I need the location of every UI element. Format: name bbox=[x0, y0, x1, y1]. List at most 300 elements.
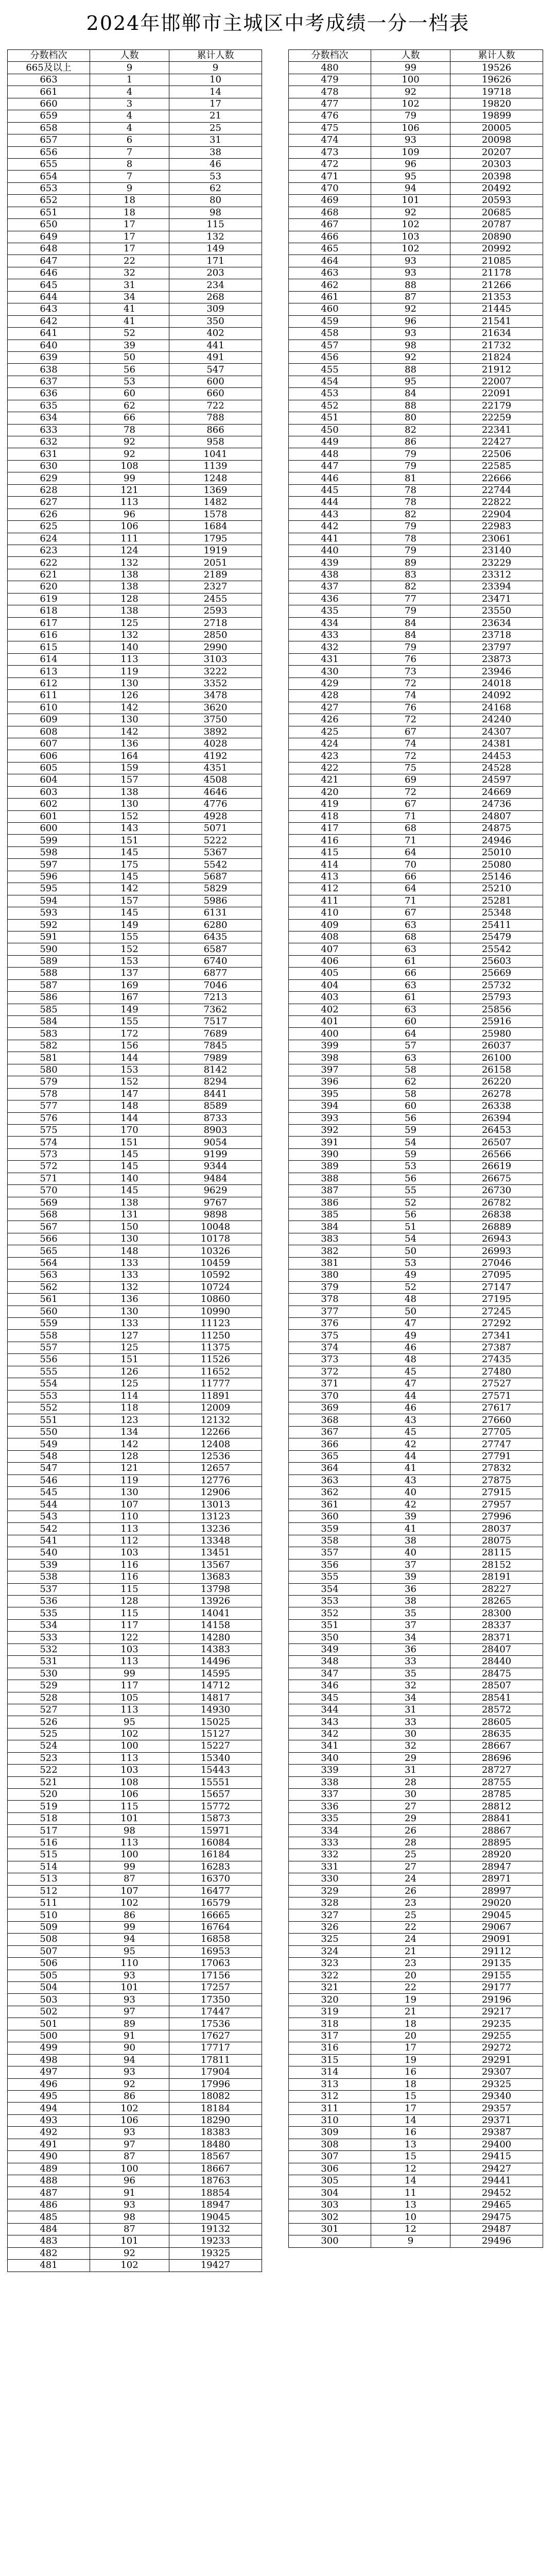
cumulative-cell: 11526 bbox=[169, 1354, 262, 1366]
table-row bbox=[8, 1982, 262, 1994]
score-cell: 356 bbox=[289, 1559, 371, 1571]
table-row bbox=[289, 750, 543, 762]
count-cell: 125 bbox=[90, 1342, 169, 1353]
score-cell: 355 bbox=[289, 1571, 371, 1583]
score-cell: 337 bbox=[289, 1789, 371, 1801]
cumulative-cell: 22744 bbox=[450, 484, 543, 496]
table-row bbox=[8, 279, 262, 291]
count-cell: 100 bbox=[90, 1849, 169, 1861]
score-cell: 561 bbox=[8, 1294, 90, 1306]
count-cell: 102 bbox=[371, 243, 450, 255]
cumulative-cell: 25210 bbox=[450, 883, 543, 895]
score-cell: 652 bbox=[8, 195, 90, 207]
cumulative-cell: 29135 bbox=[450, 1958, 543, 1970]
count-cell: 18 bbox=[90, 207, 169, 218]
cumulative-cell: 15657 bbox=[169, 1789, 262, 1801]
table-row bbox=[8, 1378, 262, 1390]
cumulative-cell: 10592 bbox=[169, 1269, 262, 1281]
table-row bbox=[8, 1752, 262, 1764]
cumulative-cell: 29217 bbox=[450, 2006, 543, 2018]
table-row bbox=[289, 883, 543, 895]
cumulative-cell: 22427 bbox=[450, 436, 543, 448]
count-cell: 33 bbox=[371, 1656, 450, 1668]
cumulative-cell: 4508 bbox=[169, 774, 262, 786]
score-cell: 367 bbox=[289, 1426, 371, 1438]
count-cell: 8 bbox=[90, 158, 169, 170]
count-cell: 30 bbox=[371, 1789, 450, 1801]
cumulative-cell: 21178 bbox=[450, 267, 543, 279]
table-row bbox=[289, 472, 543, 484]
table-row bbox=[8, 1994, 262, 2006]
table-row bbox=[8, 1317, 262, 1329]
score-cell: 400 bbox=[289, 1028, 371, 1040]
table-row bbox=[289, 1934, 543, 1945]
table-row bbox=[289, 376, 543, 387]
count-cell: 27 bbox=[371, 1801, 450, 1812]
score-cell: 499 bbox=[8, 2042, 90, 2054]
cumulative-cell: 11123 bbox=[169, 1317, 262, 1329]
count-cell: 103 bbox=[90, 1765, 169, 1776]
count-cell: 53 bbox=[371, 1161, 450, 1173]
cumulative-cell: 29400 bbox=[450, 2139, 543, 2150]
count-cell: 37 bbox=[371, 1559, 450, 1571]
cumulative-cell: 28605 bbox=[450, 1716, 543, 1728]
count-cell: 113 bbox=[90, 1704, 169, 1716]
table-row bbox=[289, 810, 543, 822]
table-row bbox=[289, 630, 543, 641]
count-cell: 60 bbox=[371, 1100, 450, 1112]
count-cell: 18 bbox=[90, 195, 169, 207]
cumulative-cell: 2051 bbox=[169, 557, 262, 569]
score-cell: 533 bbox=[8, 1632, 90, 1643]
table-row bbox=[289, 484, 543, 496]
count-cell: 93 bbox=[371, 328, 450, 340]
cumulative-cell: 29452 bbox=[450, 2187, 543, 2199]
count-cell: 49 bbox=[371, 1269, 450, 1281]
score-cell: 326 bbox=[289, 1921, 371, 1933]
score-cell: 608 bbox=[8, 726, 90, 738]
score-cell: 518 bbox=[8, 1812, 90, 1824]
table-row bbox=[8, 2139, 262, 2150]
table-row bbox=[289, 1161, 543, 1173]
count-cell: 59 bbox=[371, 1148, 450, 1160]
count-cell: 64 bbox=[371, 846, 450, 858]
count-cell: 37 bbox=[371, 1619, 450, 1631]
count-cell: 100 bbox=[371, 74, 450, 86]
table-row bbox=[289, 823, 543, 835]
score-cell: 497 bbox=[8, 2066, 90, 2078]
score-cell: 333 bbox=[289, 1837, 371, 1849]
cumulative-cell: 26782 bbox=[450, 1197, 543, 1209]
cumulative-cell: 22585 bbox=[450, 460, 543, 472]
cumulative-cell: 25793 bbox=[450, 992, 543, 1004]
count-cell: 50 bbox=[371, 1306, 450, 1317]
column-header: 分数档次 bbox=[8, 50, 90, 62]
cumulative-cell: 24018 bbox=[450, 677, 543, 689]
cumulative-cell: 27480 bbox=[450, 1366, 543, 1378]
table-row bbox=[8, 1607, 262, 1619]
cumulative-cell: 28475 bbox=[450, 1668, 543, 1680]
score-cell: 658 bbox=[8, 122, 90, 134]
cumulative-cell: 18947 bbox=[169, 2199, 262, 2211]
count-cell: 39 bbox=[90, 340, 169, 351]
count-cell: 132 bbox=[90, 1281, 169, 1293]
cumulative-cell: 8142 bbox=[169, 1064, 262, 1076]
table-row bbox=[289, 1970, 543, 1981]
score-cell: 546 bbox=[8, 1475, 90, 1486]
table-row bbox=[289, 992, 543, 1004]
score-cell: 484 bbox=[8, 2223, 90, 2235]
cumulative-cell: 23873 bbox=[450, 653, 543, 665]
score-cell: 439 bbox=[289, 557, 371, 569]
cumulative-cell: 28895 bbox=[450, 1837, 543, 1849]
table-row bbox=[289, 738, 543, 750]
cumulative-cell: 24240 bbox=[450, 714, 543, 726]
count-cell: 94 bbox=[90, 1934, 169, 1945]
count-cell: 79 bbox=[371, 545, 450, 556]
cumulative-cell: 19526 bbox=[450, 62, 543, 74]
count-cell: 170 bbox=[90, 1124, 169, 1136]
cumulative-cell: 26619 bbox=[450, 1161, 543, 1173]
count-cell: 88 bbox=[371, 364, 450, 376]
score-cell: 477 bbox=[289, 98, 371, 110]
score-cell: 366 bbox=[289, 1438, 371, 1450]
count-cell: 145 bbox=[90, 871, 169, 883]
count-cell: 68 bbox=[371, 823, 450, 835]
table-row bbox=[8, 1596, 262, 1607]
cumulative-cell: 9 bbox=[169, 62, 262, 74]
table-row bbox=[8, 2054, 262, 2066]
score-cell: 603 bbox=[8, 786, 90, 798]
count-cell: 62 bbox=[90, 400, 169, 412]
score-cell: 638 bbox=[8, 364, 90, 376]
cumulative-cell: 18854 bbox=[169, 2187, 262, 2199]
table-row bbox=[289, 98, 543, 110]
count-cell: 56 bbox=[371, 1112, 450, 1124]
table-row bbox=[289, 86, 543, 98]
table-row bbox=[8, 1004, 262, 1015]
cumulative-cell: 28667 bbox=[450, 1740, 543, 1752]
score-cell: 620 bbox=[8, 581, 90, 593]
count-cell: 97 bbox=[90, 2139, 169, 2150]
count-cell: 175 bbox=[90, 859, 169, 871]
score-cell: 504 bbox=[8, 1982, 90, 1994]
table-row bbox=[289, 1173, 543, 1184]
cumulative-cell: 23140 bbox=[450, 545, 543, 556]
table-row bbox=[289, 134, 543, 146]
cumulative-cell: 6877 bbox=[169, 968, 262, 979]
score-cell: 606 bbox=[8, 750, 90, 762]
count-cell: 88 bbox=[371, 279, 450, 291]
count-cell: 106 bbox=[90, 2114, 169, 2126]
table-row bbox=[8, 786, 262, 798]
cumulative-cell: 27832 bbox=[450, 1463, 543, 1475]
score-cell: 501 bbox=[8, 2018, 90, 2030]
score-cell: 436 bbox=[289, 593, 371, 605]
count-cell: 101 bbox=[90, 1812, 169, 1824]
count-cell: 43 bbox=[371, 1414, 450, 1426]
score-cell: 502 bbox=[8, 2006, 90, 2018]
count-cell: 72 bbox=[371, 786, 450, 798]
score-cell: 633 bbox=[8, 424, 90, 436]
cumulative-cell: 2189 bbox=[169, 569, 262, 581]
table-row bbox=[289, 400, 543, 412]
table-row bbox=[8, 484, 262, 496]
cumulative-cell: 23634 bbox=[450, 617, 543, 629]
cumulative-cell: 3478 bbox=[169, 690, 262, 702]
score-cell: 641 bbox=[8, 328, 90, 340]
table-row bbox=[289, 1945, 543, 1957]
score-cell: 419 bbox=[289, 799, 371, 810]
table-row bbox=[8, 1909, 262, 1921]
count-cell: 148 bbox=[90, 1100, 169, 1112]
count-cell: 22 bbox=[371, 1921, 450, 1933]
table-row bbox=[289, 509, 543, 520]
cumulative-cell: 19233 bbox=[169, 2235, 262, 2247]
table-row bbox=[8, 2187, 262, 2199]
table-row bbox=[8, 1342, 262, 1353]
score-table-right bbox=[288, 49, 543, 2248]
cumulative-cell: 29177 bbox=[450, 1982, 543, 1994]
cumulative-cell: 20492 bbox=[450, 182, 543, 194]
score-cell: 655 bbox=[8, 158, 90, 170]
cumulative-cell: 402 bbox=[169, 328, 262, 340]
cumulative-cell: 19427 bbox=[169, 2260, 262, 2272]
table-row bbox=[8, 182, 262, 194]
count-cell: 16 bbox=[371, 2066, 450, 2078]
count-cell: 33 bbox=[371, 1716, 450, 1728]
count-cell: 72 bbox=[371, 677, 450, 689]
count-cell: 130 bbox=[90, 1233, 169, 1245]
cumulative-cell: 29415 bbox=[450, 2151, 543, 2163]
score-cell: 483 bbox=[8, 2235, 90, 2247]
table-row bbox=[289, 1740, 543, 1752]
count-cell: 96 bbox=[371, 158, 450, 170]
cumulative-cell: 26566 bbox=[450, 1148, 543, 1160]
score-cell: 300 bbox=[289, 2235, 371, 2247]
count-cell: 31 bbox=[371, 1765, 450, 1776]
count-cell: 108 bbox=[90, 1776, 169, 1788]
table-row bbox=[8, 1233, 262, 1245]
count-cell: 113 bbox=[90, 1523, 169, 1535]
cumulative-cell: 14280 bbox=[169, 1632, 262, 1643]
count-cell: 74 bbox=[371, 690, 450, 702]
score-cell: 411 bbox=[289, 895, 371, 907]
cumulative-cell: 28997 bbox=[450, 1885, 543, 1897]
cumulative-cell: 14595 bbox=[169, 1668, 262, 1680]
count-cell: 90 bbox=[90, 2042, 169, 2054]
cumulative-cell: 17811 bbox=[169, 2054, 262, 2066]
table-row bbox=[8, 460, 262, 472]
count-cell: 66 bbox=[90, 412, 169, 424]
table-row bbox=[8, 2114, 262, 2126]
score-cell: 496 bbox=[8, 2078, 90, 2090]
table-row bbox=[8, 992, 262, 1004]
cumulative-cell: 20593 bbox=[450, 195, 543, 207]
count-cell: 67 bbox=[371, 907, 450, 919]
cumulative-cell: 22983 bbox=[450, 521, 543, 533]
cumulative-cell: 11891 bbox=[169, 1390, 262, 1402]
table-row bbox=[8, 1958, 262, 1970]
count-cell: 133 bbox=[90, 1317, 169, 1329]
score-cell: 480 bbox=[289, 62, 371, 74]
score-cell: 423 bbox=[289, 750, 371, 762]
table-row bbox=[289, 641, 543, 653]
cumulative-cell: 16665 bbox=[169, 1909, 262, 1921]
score-cell: 651 bbox=[8, 207, 90, 218]
score-cell: 445 bbox=[289, 484, 371, 496]
score-cell: 536 bbox=[8, 1596, 90, 1607]
count-cell: 95 bbox=[90, 1945, 169, 1957]
table-row bbox=[289, 2066, 543, 2078]
cumulative-cell: 18480 bbox=[169, 2139, 262, 2150]
cumulative-cell: 53 bbox=[169, 171, 262, 182]
cumulative-cell: 15340 bbox=[169, 1752, 262, 1764]
count-cell: 13 bbox=[371, 2199, 450, 2211]
score-cell: 364 bbox=[289, 1463, 371, 1475]
score-cell: 474 bbox=[289, 134, 371, 146]
cumulative-cell: 11250 bbox=[169, 1330, 262, 1342]
table-row bbox=[289, 1571, 543, 1583]
count-cell: 86 bbox=[90, 2090, 169, 2102]
score-cell: 513 bbox=[8, 1873, 90, 1885]
score-cell: 564 bbox=[8, 1257, 90, 1269]
score-cell: 582 bbox=[8, 1040, 90, 1052]
table-row bbox=[8, 521, 262, 533]
table-row bbox=[8, 2199, 262, 2211]
count-cell: 38 bbox=[371, 1596, 450, 1607]
cumulative-cell: 10326 bbox=[169, 1245, 262, 1257]
table-row bbox=[289, 1728, 543, 1740]
score-cell: 591 bbox=[8, 931, 90, 943]
score-cell: 585 bbox=[8, 1004, 90, 1015]
table-row bbox=[289, 762, 543, 774]
cumulative-cell: 23946 bbox=[450, 666, 543, 677]
cumulative-cell: 20207 bbox=[450, 146, 543, 158]
count-cell: 147 bbox=[90, 1088, 169, 1100]
cumulative-cell: 8294 bbox=[169, 1076, 262, 1088]
score-cell: 334 bbox=[289, 1825, 371, 1837]
cumulative-cell: 17156 bbox=[169, 1970, 262, 1981]
count-cell: 100 bbox=[90, 1740, 169, 1752]
score-cell: 472 bbox=[289, 158, 371, 170]
table-row bbox=[289, 1909, 543, 1921]
cumulative-cell: 23471 bbox=[450, 593, 543, 605]
cumulative-cell: 234 bbox=[169, 279, 262, 291]
cumulative-cell: 14496 bbox=[169, 1656, 262, 1668]
score-cell: 320 bbox=[289, 1994, 371, 2006]
score-cell: 322 bbox=[289, 1970, 371, 1981]
cumulative-cell: 309 bbox=[169, 303, 262, 315]
score-cell: 347 bbox=[289, 1668, 371, 1680]
count-cell: 145 bbox=[90, 1161, 169, 1173]
count-cell: 39 bbox=[371, 1571, 450, 1583]
cumulative-cell: 24307 bbox=[450, 726, 543, 738]
table-row bbox=[8, 823, 262, 835]
score-cell: 450 bbox=[289, 424, 371, 436]
score-cell: 604 bbox=[8, 774, 90, 786]
table-row bbox=[289, 581, 543, 593]
count-cell: 128 bbox=[90, 1596, 169, 1607]
score-cell: 540 bbox=[8, 1547, 90, 1559]
count-cell: 17 bbox=[90, 243, 169, 255]
cumulative-cell: 29020 bbox=[450, 1897, 543, 1909]
cumulative-cell: 3103 bbox=[169, 653, 262, 665]
score-cell: 560 bbox=[8, 1306, 90, 1317]
table-row bbox=[8, 702, 262, 714]
cumulative-cell: 27292 bbox=[450, 1317, 543, 1329]
count-cell: 106 bbox=[90, 521, 169, 533]
cumulative-cell: 24669 bbox=[450, 786, 543, 798]
count-cell: 34 bbox=[371, 1632, 450, 1643]
score-cell: 639 bbox=[8, 351, 90, 363]
cumulative-cell: 28037 bbox=[450, 1523, 543, 1535]
count-cell: 113 bbox=[90, 1656, 169, 1668]
count-cell: 17 bbox=[90, 231, 169, 243]
cumulative-cell: 25010 bbox=[450, 846, 543, 858]
count-cell: 31 bbox=[371, 1704, 450, 1716]
score-cell: 559 bbox=[8, 1317, 90, 1329]
count-cell: 89 bbox=[90, 2018, 169, 2030]
score-cell: 351 bbox=[289, 1619, 371, 1631]
cumulative-cell: 18567 bbox=[169, 2151, 262, 2163]
table-row bbox=[289, 1535, 543, 1547]
count-cell: 140 bbox=[90, 1173, 169, 1184]
score-cell: 500 bbox=[8, 2030, 90, 2042]
table-row bbox=[289, 968, 543, 979]
count-cell: 91 bbox=[90, 2187, 169, 2199]
score-cell: 551 bbox=[8, 1414, 90, 1426]
cumulative-cell: 21732 bbox=[450, 340, 543, 351]
count-cell: 79 bbox=[371, 110, 450, 122]
cumulative-cell: 29465 bbox=[450, 2199, 543, 2211]
score-cell: 470 bbox=[289, 182, 371, 194]
count-cell: 133 bbox=[90, 1269, 169, 1281]
count-cell: 41 bbox=[90, 303, 169, 315]
column-header: 人数 bbox=[90, 50, 169, 62]
count-cell: 11 bbox=[371, 2187, 450, 2199]
score-cell: 323 bbox=[289, 1958, 371, 1970]
table-row bbox=[289, 1643, 543, 1655]
count-cell: 116 bbox=[90, 1559, 169, 1571]
cumulative-cell: 26338 bbox=[450, 1100, 543, 1112]
count-cell: 66 bbox=[371, 871, 450, 883]
cumulative-cell: 22506 bbox=[450, 448, 543, 460]
table-row bbox=[8, 1643, 262, 1655]
table-row bbox=[289, 424, 543, 436]
cumulative-cell: 21085 bbox=[450, 255, 543, 267]
table-row bbox=[8, 895, 262, 907]
table-row bbox=[8, 907, 262, 919]
table-row bbox=[289, 2090, 543, 2102]
score-cell: 405 bbox=[289, 968, 371, 979]
count-cell: 56 bbox=[371, 1209, 450, 1221]
count-cell: 4 bbox=[90, 122, 169, 134]
score-cell: 422 bbox=[289, 762, 371, 774]
score-cell: 372 bbox=[289, 1366, 371, 1378]
score-cell: 594 bbox=[8, 895, 90, 907]
score-cell: 632 bbox=[8, 436, 90, 448]
table-row bbox=[289, 2042, 543, 2054]
score-cell: 613 bbox=[8, 666, 90, 677]
score-cell: 566 bbox=[8, 1233, 90, 1245]
cumulative-cell: 28971 bbox=[450, 1873, 543, 1885]
count-cell: 102 bbox=[90, 2103, 169, 2114]
count-cell: 19 bbox=[371, 1994, 450, 2006]
score-cell: 597 bbox=[8, 859, 90, 871]
table-row bbox=[289, 1450, 543, 1462]
score-cell: 642 bbox=[8, 315, 90, 327]
